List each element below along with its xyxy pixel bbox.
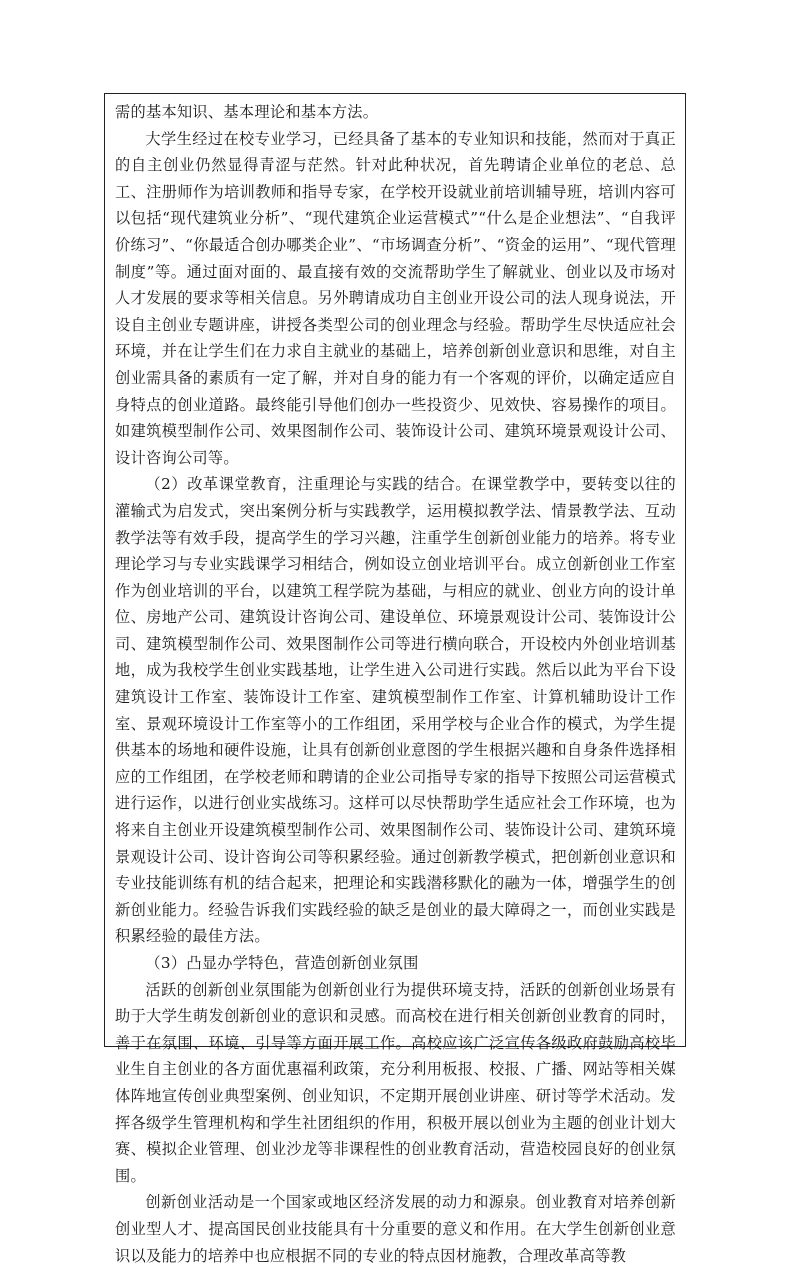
paragraph-classroom-reform: （2）改革课堂教育，注重理论与实践的结合。在课堂教学中，要转变以往的灌输式为启发式，突出案例分析与实践教学，运用模拟教学法、情景教学法、互动教学法等有效手段，提高学生的学习兴趣，注重学生创新创业能力的培养。将专业理论学习与专业实践课学习相结合，例如设立创业培训平台。成立创新创业工作室作为创业培训的平台，以建筑工程学院为基础，与相应的就业、创业方向的设计单位、房地产公司、建筑设计咨询公司、建设单位、环境景观设计公司、装饰设计公司、建筑模型制作公司、效果图制作公司等进行横向联合，开设校内外创业培训基地，成为我校学生创业实践基地，让学生进入公司进行实践。然后以此为平台下设建筑设计工作室、装饰设计工作室、建筑模型制作工作室、计算机辅助设计工作室、景观环境设计工作室等小的工作组团，采用学校与企业合作的模式，为学生提供基本的场地和硬件设施，让具有创新创业意图的学生根据兴趣和自身条件选择相应的工作组团，在学校老师和聘请的企业公司指导专家的指导下按照公司运营模式进行运作，以进行创业实战练习。这样可以尽快帮助学生适应社会工作环境，也为将来自主创业开设建筑模型制作公司、效果图制作公司、装饰设计公司、建筑环境景观设计公司、设计咨询公司等积累经验。通过创新教学模式，把创新创业意识和专业技能训练有机的结合起来，把理论和实践潜移默化的融为一体，增强学生的创新创业能力。经验告诉我们实践经验的缺乏是创业的最大障碍之一，而创业实践是积累经验的最佳方法。	[115, 475, 676, 946]
section-heading-atmosphere: （3）凸显办学特色，营造创新创业氛围	[145, 954, 419, 972]
paragraph-training: 大学生经过在校专业学习，已经具备了基本的专业知识和技能，然而对于真正的自主创业仍然显得青涩与茫然。针对此种状况，首先聘请企业单位的老总、总工、注册师作为培训教师和指导专家，在学校开设就业前培训辅导班，培训内容可以包括“现代建筑业分析”、“现代建筑企业运营模式”“什么是企业想法”、“自我评价练习”、“你最适合创办哪类企业”、“市场调查分析”、“资金的运用”、“现代管理制度”等。通过面对面的、最直接有效的交流帮助学生了解就业、创业以及市场对人才发展的要求等相关信息。另外聘请成功自主创业开设公司的法人现身说法，开设自主创业专题讲座，讲授各类型公司的创业理念与经验。帮助学生尽快适应社会环境，并在让学生们在力求自主就业的基础上，培养创新创业意识和思维，对自主创业需具备的素质有一定了解，并对自身的能力有一个客观的评价，以确定适应自身特点的创业道路。最终能引导他们创办一些投资少、见效快、容易操作的项目。如建筑模型制作公司、效果图制作公司、装饰设计公司、建筑环境景观设计公司、设计咨询公司等。	[115, 129, 676, 467]
document-body	[105, 94, 685, 1269]
paragraph-conclusion: 创新创业活动是一个国家或地区经济发展的动力和源泉。创业教育对培养创新创业型人才、提高国民创业技能具有十分重要的意义和作用。在大学生创新创业意识以及能力的培养中也应根据不同的专业的特点因材施教，合理改革高等教	[115, 1193, 676, 1265]
paragraph-intro-tail: 需的基本知识、基本理论和基本方法。	[115, 103, 379, 121]
document-frame	[104, 93, 686, 1265]
paragraph-atmosphere: 活跃的创新创业氛围能为创新创业行为提供环境支持，活跃的创新创业场景有助于大学生萌发创新创业的意识和灵感。而高校在进行相关创新创业教育的同时，善于在氛围、环境、引导等方面开展工作。高校应该广泛宣传各级政府鼓励高校毕业生自主创业的各方面优惠福利政策，充分利用板报、校报、广播、网站等相关媒体阵地宣传创业典型案例、创业知识，不定期开展创业讲座、研讨等学术活动。发挥各级学生管理机构和学生社团组织的作用，积极开展以创业为主题的创业计划大赛、模拟企业管理、创业沙龙等非课程性的创业教育活动，营造校园良好的创业氛围。	[115, 980, 676, 1185]
